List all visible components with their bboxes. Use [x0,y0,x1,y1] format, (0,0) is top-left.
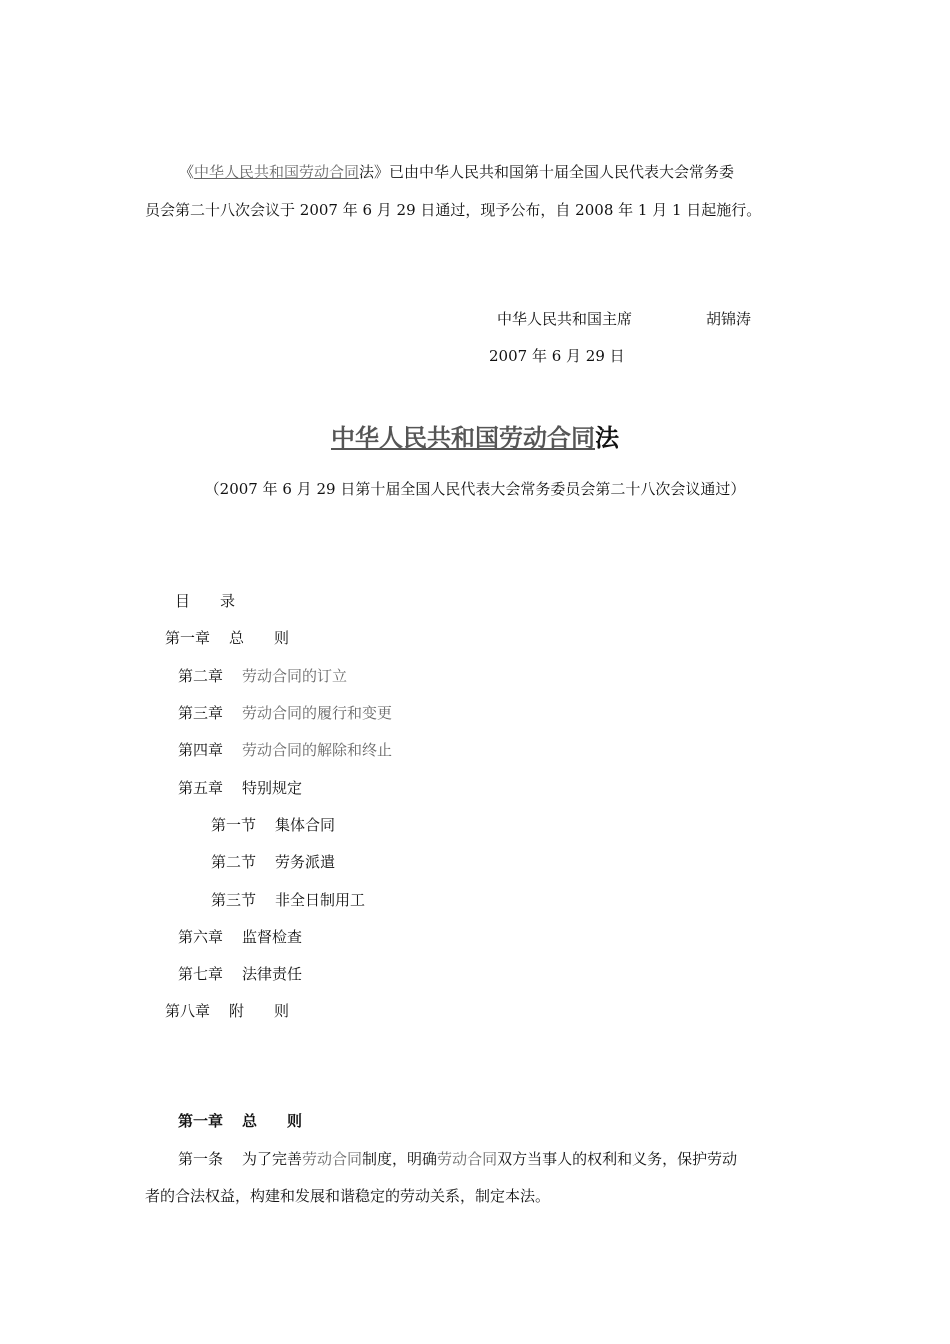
toc-item-chapter-1[interactable] [165,629,289,647]
toc-chapter-title: 法律责任 [242,965,303,983]
page-title-main[interactable]: 中华人民共和国劳动合同 [331,424,595,452]
signature-date: 2007 年 6 月 29 日 [489,347,625,365]
toc-item-section-3[interactable] [211,891,365,909]
toc-section-number: 第二节 [211,853,257,871]
toc-chapter-number: 第四章 [178,741,224,759]
promulgation-line-2: 员会第二十八次会议于 2007 年 6 月 29 日通过，现予公布，自 2008 年 1 月 1 日起施行。 [145,201,762,219]
toc-item-chapter-2[interactable] [178,667,347,685]
toc-item-chapter-5[interactable] [178,779,302,797]
toc-chapter-number: 第六章 [178,928,224,946]
chapter-1-number: 第一章 [178,1112,224,1130]
promulgation-line-1 [145,163,807,181]
toc-section-title: 非全日制用工 [275,891,366,909]
toc-item-chapter-7[interactable] [178,965,302,983]
promulgation-open-bracket: 《 [179,163,195,181]
toc-section-title: 集体合同 [275,816,336,834]
toc-item-chapter-4[interactable] [178,741,392,759]
toc-item-chapter-6[interactable] [178,928,302,946]
toc-chapter-title: 特别规定 [242,779,303,797]
toc-item-section-1[interactable] [211,816,335,834]
page-title [0,424,950,453]
article-1-line-1 [145,1150,807,1168]
article-1-label: 第一条 [178,1150,224,1168]
toc-chapter-title: 劳动合同的履行和变更 [242,704,393,722]
toc-section-number: 第三节 [211,891,257,909]
article-1-seg-5: 双方当事人的权利和义务，保护劳动 [497,1150,738,1168]
toc-chapter-number: 第二章 [178,667,224,685]
toc-chapter-number: 第三章 [178,704,224,722]
article-1-seg-1: 为了完善 [242,1150,303,1168]
toc-heading: 目 录 [175,592,236,610]
toc-chapter-number: 第七章 [178,965,224,983]
chapter-1-heading [178,1112,302,1130]
toc-chapter-number: 第五章 [178,779,224,797]
article-1-term-1: 劳动合同 [302,1150,363,1168]
toc-chapter-number: 第一章 [165,629,211,647]
article-1-line-2: 者的合法权益，构建和发展和谐稳定的劳动关系，制定本法。 [145,1187,551,1205]
toc-chapter-title: 劳动合同的订立 [242,667,348,685]
toc-chapter-title: 总 则 [229,629,290,647]
signature-name: 胡锦涛 [706,310,752,328]
toc-section-title: 劳务派遣 [275,853,336,871]
page-subtitle: （2007 年 6 月 29 日第十届全国人民代表大会常务委员会第二十八次会议通过） [204,480,746,498]
chapter-1-title: 总 则 [242,1112,303,1130]
toc-chapter-title: 劳动合同的解除和终止 [242,741,393,759]
toc-section-number: 第一节 [211,816,257,834]
toc-item-chapter-8[interactable] [165,1002,289,1020]
toc-chapter-title: 附 则 [229,1002,290,1020]
toc-item-section-2[interactable] [211,853,335,871]
promulgation-line-1-rest: 法》已由中华人民共和国第十届全国人民代表大会常务委 [359,163,735,181]
article-1-seg-3: 制度，明确 [362,1150,438,1168]
page-title-suffix: 法 [595,424,619,452]
toc-chapter-title: 监督检查 [242,928,303,946]
law-name-link[interactable]: 中华人民共和国劳动合同 [194,163,360,181]
toc-item-chapter-3[interactable] [178,704,392,722]
toc-chapter-number: 第八章 [165,1002,211,1020]
signature-office: 中华人民共和国主席 [497,310,633,328]
article-1-term-2: 劳动合同 [437,1150,498,1168]
